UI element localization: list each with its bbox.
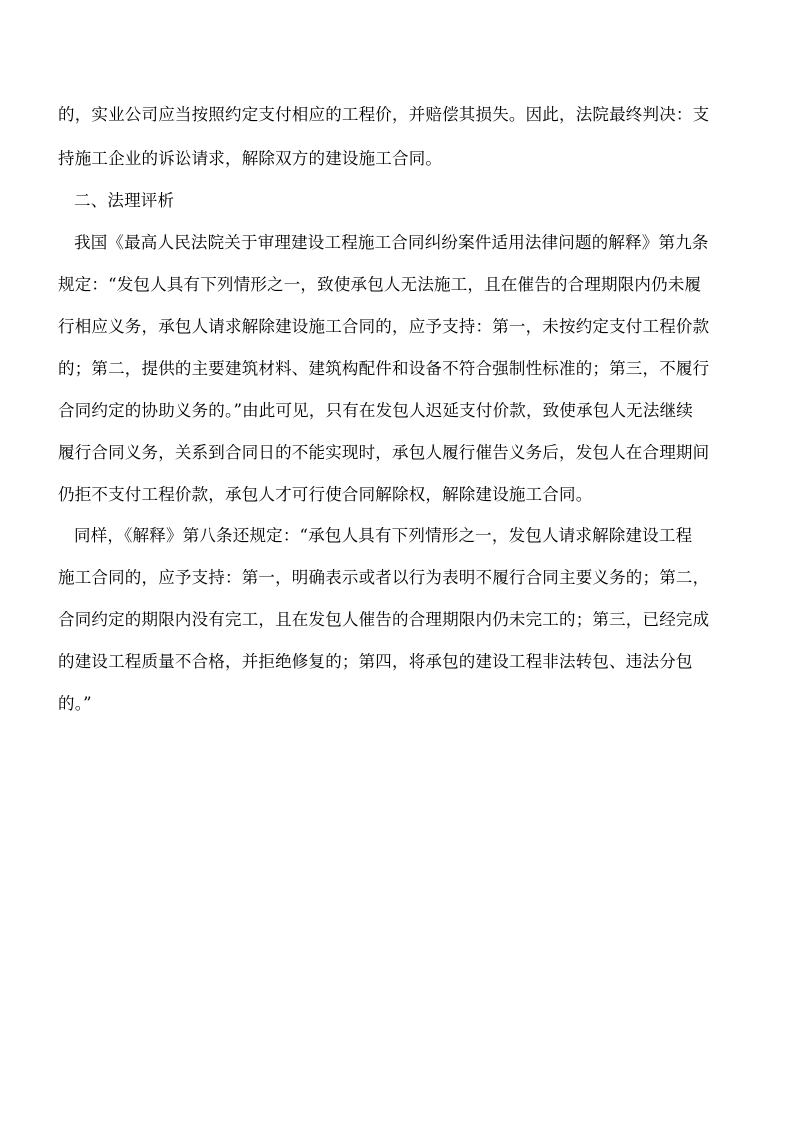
paragraph-1-line-2: 持施工企业的诉讼请求，解除双方的建设施工合同。 (58, 149, 443, 168)
paragraph-2-line-6: 履行合同义务，关系到合同日的不能实现时，承包人履行催告义务后，发包人在合理期间 (58, 443, 710, 462)
paragraph-3-line-5: 的。” (58, 694, 92, 713)
paragraph-3-line-1: 同样，《解释》第八条还规定：“承包人具有下列情形之一，发包人请求解除建设工程 (74, 526, 693, 545)
paragraph-2-line-5: 合同约定的协助义务的。”由此可见，只有在发包人迟延支付价款，致使承包人无法继续 (58, 401, 693, 420)
paragraph-1-line-1: 的，实业公司应当按照约定支付相应的工程价，并赔偿其损失。因此，法院最终判决：支 (58, 105, 710, 124)
paragraph-2-line-3: 行相应义务，承包人请求解除建设施工合同的，应予支持：第一，未按约定支付工程价款 (58, 317, 710, 336)
paragraph-2-line-7: 仍拒不支付工程价款，承包人才可行使合同解除权，解除建设施工合同。 (58, 485, 593, 504)
paragraph-2-line-1: 我国《最高人民法院关于审理建设工程施工合同纠纷案件适用法律问题的解释》第九条 (74, 233, 709, 252)
paragraph-3-line-2: 施工合同的，应予支持：第一，明确表示或者以行为表明不履行合同主要义务的；第二， (58, 568, 710, 587)
section-heading: 二、法理评析 (74, 191, 175, 210)
paragraph-3-line-3: 合同约定的期限内没有完工，且在发包人催告的合理期限内仍未完工的；第三，已经完成 (58, 610, 710, 629)
paragraph-2-line-4: 的；第二，提供的主要建筑材料、建筑构配件和设备不符合强制性标准的；第三，不履行 (58, 359, 710, 378)
paragraph-2-line-2: 规定：“发包人具有下列情形之一，致使承包人无法施工，且在催告的合理期限内仍未履 (58, 275, 702, 294)
paragraph-3-line-4: 的建设工程质量不合格，并拒绝修复的；第四，将承包的建设工程非法转包、违法分包 (58, 652, 693, 671)
